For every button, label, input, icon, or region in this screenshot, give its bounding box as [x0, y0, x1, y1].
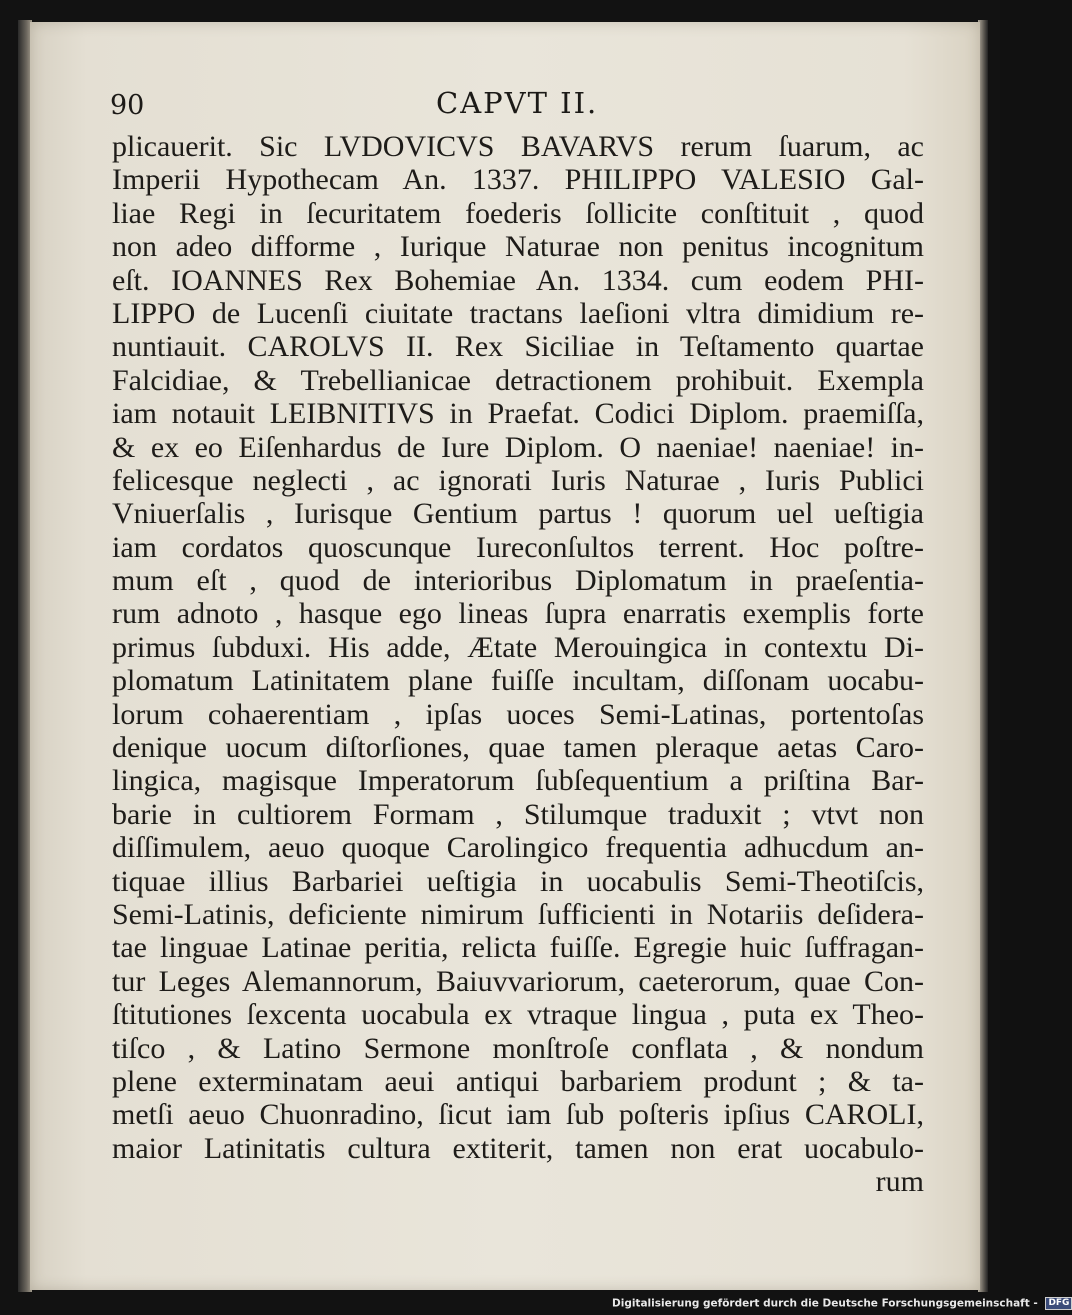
text-line: rum adnoto , hasque ego lineas ſupra enarratis exemplis forte	[112, 597, 924, 631]
text-line: lorum cohaerentiam , ipſas uoces Semi-Latinas, portentoſas	[112, 697, 924, 731]
text-line: eſt. IOANNES Rex Bohemiae An. 1334. cum eodem PHI-	[112, 263, 924, 297]
text-line: iam notauit LEIBNITIVS in Praefat. Codici Diplom. praemiſſa,	[112, 397, 924, 431]
text-line: diſſimulem, aeuo quoque Carolingico frequentia adhucdum an-	[112, 831, 924, 865]
page-header	[110, 86, 922, 130]
text-line: denique uocum diſtorſiones, quae tamen pleraque aetas Caro-	[112, 731, 924, 765]
text-line: tiſco , & Latino Sermone monſtroſe conflata , & nondum	[112, 1031, 924, 1065]
text-line: Falcidiae, & Trebellianicae detractionem prohibuit. Exempla	[112, 363, 924, 397]
text-line: ſtitutiones ſexcenta uocabula ex vtraque lingua , puta ex Theo-	[112, 998, 924, 1032]
text-line: plicauerit. Sic LVDOVICVS BAVARVS rerum ſuarum, ac	[112, 130, 924, 163]
text-line: tur Leges Alemannorum, Baiuvvariorum, caeterorum, quae Con-	[112, 964, 924, 998]
text-line: & ex eo Eiſenhardus de Iure Diplom. O naeniae! naeniae! in-	[112, 430, 924, 464]
digitization-credit	[612, 1297, 1072, 1313]
text-line: felicesque neglecti , ac ignorati Iuris Naturae , Iuris Publici	[112, 463, 924, 497]
text-line: maior Latinitatis cultura extiterit, tamen non erat uocabulo-	[112, 1131, 924, 1165]
page-number: 90	[110, 90, 145, 121]
text-line: lingica, magisque Imperatorum ſubſequentium a priſtina Bar-	[112, 764, 924, 798]
text-line: iam cordatos quoscunque Iureconſultos terrent. Hoc poſtre-	[112, 530, 924, 564]
text-line: plene exterminatam aeui antiqui barbariem produnt ; & ta-	[112, 1064, 924, 1098]
body-text	[112, 130, 924, 1200]
catchword: rum	[875, 1165, 924, 1199]
running-head: CAPVT II.	[436, 86, 599, 120]
text-line: nuntiauit. CAROLVS II. Rex Siciliae in Teſtamento quartae	[112, 330, 924, 364]
text-line: liae Regi in ſecuritatem foederis ſollicite conſtituit , quod	[112, 196, 924, 230]
text-line: Vniuerſalis , Iurisque Gentium partus ! quorum uel ueſtigia	[112, 497, 924, 531]
text-line: LIPPO de Lucenſi ciuitate tractans laeſioni vltra dimidium re-	[112, 296, 924, 330]
text-line: mum eſt , quod de interioribus Diplomatum in praeſentia-	[112, 564, 924, 598]
text-line: tiquae illius Barbariei ueſtigia in uocabulis Semi-Theotiſcis,	[112, 864, 924, 898]
text-line: non adeo difforme , Iurique Naturae non penitus incognitum	[112, 230, 924, 264]
text-line: primus ſubduxi. His adde, Ætate Merouingica in contextu Di-	[112, 630, 924, 664]
text-line: plomatum Latinitatem plane fuiſſe incultam, diſſonam uocabu-	[112, 664, 924, 698]
text-line: metſi aeuo Chuonradino, ſicut iam ſub poſteris ipſius CAROLI,	[112, 1098, 924, 1132]
dfg-logo-icon: DFG	[1045, 1297, 1072, 1310]
text-line: tae linguae Latinae peritia, relicta fuiſſe. Egregie huic ſuffragan-	[112, 931, 924, 965]
text-line: Semi-Latinis, deficiente nimirum ſufficienti in Notariis deſidera-	[112, 897, 924, 931]
text-line: Imperii Hypothecam An. 1337. PHILIPPO VALESIO Gal-	[112, 163, 924, 197]
text-line: barie in cultiorem Formam , Stilumque traduxit ; vtvt non	[112, 797, 924, 831]
credit-text: Digitalisierung gefördert durch die Deutsche Forschungsgemeinschaft -	[612, 1297, 1038, 1310]
